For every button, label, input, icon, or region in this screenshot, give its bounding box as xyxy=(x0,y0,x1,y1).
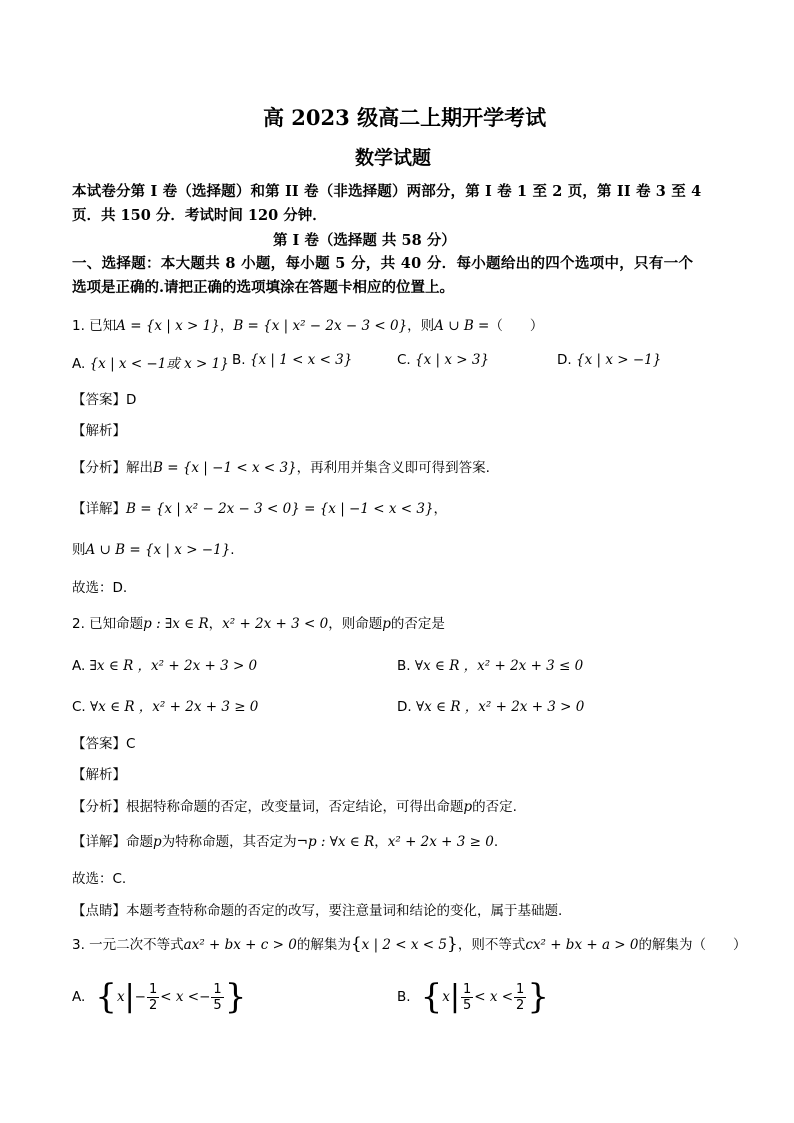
q1-option-a-text: {x | x < −1或 x > 1} xyxy=(89,356,229,372)
q1-union: A ∪ B = xyxy=(434,318,490,334)
q1-option-c xyxy=(397,352,489,368)
vertical-bar-icon: | xyxy=(449,979,460,1014)
q2-detail xyxy=(72,830,498,850)
q1-choose-value: D. xyxy=(112,580,128,596)
q2-option-d-text: ∀x ∈ R ，x² + 2x + 3 > 0 xyxy=(415,699,585,715)
vertical-bar-icon: | xyxy=(124,979,135,1014)
q2-detail-post: . xyxy=(493,834,499,850)
intro-line-2: 页．共 150 分．考试时间 120 分钟． xyxy=(72,207,327,224)
part1-title: 第 I 卷（选择题 共 58 分） xyxy=(273,232,456,249)
q3-option-a-frac2 xyxy=(211,982,223,1013)
minus-sign: − xyxy=(199,989,211,1005)
q3-option-b-label: B. xyxy=(397,989,411,1005)
q2-stem xyxy=(72,612,445,632)
q1-fenxi-post: ，再利用并集含义即可得到答案. xyxy=(296,460,490,476)
q1-answer xyxy=(72,388,136,408)
q1-comma: ， xyxy=(219,318,234,334)
dianjing-label: 【点睛】 xyxy=(72,903,126,919)
choose-label: 故选： xyxy=(72,580,113,596)
q1-set-a: A = {x | x > 1} xyxy=(116,318,220,334)
q2-stem-pre: 2. 已知命题 xyxy=(72,616,144,632)
q1-option-d xyxy=(557,352,661,368)
q3-option-a-label: A. xyxy=(72,989,86,1005)
q1-option-a-label: A. xyxy=(72,356,86,372)
q3-option-b xyxy=(397,974,549,1020)
q3-option-b-mid: < x < xyxy=(474,989,514,1005)
q2-dianjing-text: 本题考查特称命题的否定的改写，要注意量词和结论的变化，属于基础题. xyxy=(126,903,563,919)
q1-detail-post: ， xyxy=(433,501,448,517)
q3-stem-math1: ax² + bx + c > 0 xyxy=(183,937,297,953)
q2-fenxi-post: 的否定. xyxy=(472,799,517,815)
q2-stem-p: p xyxy=(382,616,391,632)
page-title: 高 2023 级高二上期开学考试 xyxy=(263,105,547,130)
q1-fenxi-math: B = {x | −1 < x < 3} xyxy=(153,460,297,476)
frac-denominator: 2 xyxy=(148,997,158,1013)
q1-then xyxy=(72,538,235,558)
frac-numerator: 1 xyxy=(462,981,472,997)
left-brace-icon: { xyxy=(420,977,443,1017)
q2-choose-value: C. xyxy=(112,871,127,887)
q1-choose xyxy=(72,576,127,596)
q2-fenxi-pre: 根据特称命题的否定，改变量词，否定结论，可得出命题 xyxy=(126,799,464,815)
q2-option-d-label: D. xyxy=(397,699,412,715)
q3-option-a xyxy=(72,974,246,1020)
q2-option-a-label: A. xyxy=(72,658,86,674)
q2-answer xyxy=(72,732,135,752)
q1-then-post: . xyxy=(230,542,235,558)
q1-paren: （ ） xyxy=(489,318,544,334)
q1-set-b: B = {x | x² − 2x − 3 < 0} xyxy=(233,318,408,334)
q2-option-c xyxy=(72,695,258,715)
section1-line-1: 一、选择题：本大题共 8 小题，每小题 5 分，共 40 分．每小题给出的四个选项中，只有一个 xyxy=(72,255,694,272)
q2-dianjing xyxy=(72,899,562,919)
q1-fenxi-pre: 解出 xyxy=(126,460,153,476)
q3-stem-pre: 3. 一元二次不等式 xyxy=(72,937,184,953)
minus-sign: − xyxy=(134,989,146,1005)
q3-stem-mid2: ，则不等式 xyxy=(457,937,526,953)
q2-choose xyxy=(72,867,126,887)
q1-then-pre: 则 xyxy=(72,542,86,558)
choose-label: 故选： xyxy=(72,871,113,887)
q3-stem-post: 的解集为（ ） xyxy=(638,937,747,953)
q1-option-a xyxy=(72,352,229,372)
answer-label: 【答案】 xyxy=(72,736,126,752)
q3-option-a-mid: < x < xyxy=(160,989,200,1005)
q3-option-b-frac2 xyxy=(514,982,526,1013)
q1-detail-math: B = {x | x² − 2x − 3 < 0} = {x | −1 < x < 3} xyxy=(126,501,434,517)
fenxi-label: 【分析】 xyxy=(72,460,126,476)
q3-option-a-frac1 xyxy=(147,982,159,1013)
q2-fenxi xyxy=(72,795,517,815)
q2-detail-math2: x² + 2x + 3 ≥ 0 xyxy=(387,834,494,850)
q3-option-b-x: x xyxy=(442,989,450,1005)
q2-option-a-text: ∃x ∈ R ，x² + 2x + 3 > 0 xyxy=(89,658,258,674)
q2-option-b-text: ∀x ∈ R ，x² + 2x + 3 ≤ 0 xyxy=(414,658,584,674)
q2-stem-post1: ，则命题 xyxy=(328,616,383,632)
frac-denominator: 5 xyxy=(462,997,472,1013)
q2-option-d xyxy=(397,695,584,715)
q2-analysis: 【解析】 xyxy=(72,767,126,783)
q3-option-b-frac1 xyxy=(461,982,473,1013)
q3-option-a-x: x xyxy=(116,989,125,1005)
q3-stem-set: {x | 2 < x < 5} xyxy=(350,934,458,954)
q1-option-b-text: {x | 1 < x < 3} xyxy=(249,352,353,368)
q2-stem-math2: x² + 2x + 3 < 0 xyxy=(222,616,329,632)
q2-detail-p: p xyxy=(153,834,162,850)
q2-option-c-label: C. xyxy=(72,699,86,715)
detail-label: 【详解】 xyxy=(72,834,126,850)
q2-detail-comma: ， xyxy=(374,834,388,850)
q1-option-b-label: B. xyxy=(232,352,246,368)
q1-stem-pre: 1. 已知 xyxy=(72,318,117,334)
q3-stem xyxy=(72,933,747,954)
q1-option-c-label: C. xyxy=(397,352,411,368)
q1-option-d-label: D. xyxy=(557,352,572,368)
q1-fenxi xyxy=(72,456,490,476)
q1-option-b xyxy=(232,352,352,368)
q2-option-b xyxy=(397,654,583,674)
q2-answer-value: C xyxy=(126,736,136,752)
detail-label: 【详解】 xyxy=(72,501,126,517)
q2-fenxi-p: p xyxy=(463,799,473,815)
q1-stem-post: ，则 xyxy=(407,318,435,334)
answer-label: 【答案】 xyxy=(72,392,126,408)
section1-line-2: 选项是正确的.请把正确的选项填涂在答题卡相应的位置上。 xyxy=(72,279,455,296)
q1-option-d-text: {x | x > −1} xyxy=(575,352,662,368)
q2-detail-mid: 为特称命题，其否定为 xyxy=(161,834,297,850)
intro-line-1: 本试卷分第 I 卷（选择题）和第 II 卷（非选择题）两部分，第 I 卷 1 至 2 页，第 II 卷 3 至 4 xyxy=(72,183,702,200)
right-brace-icon: } xyxy=(224,977,247,1017)
q3-stem-math2: cx² + bx + a > 0 xyxy=(525,937,639,953)
q2-stem-comma: ， xyxy=(208,616,223,632)
q2-option-b-label: B. xyxy=(397,658,411,674)
q2-stem-post2: 的否定是 xyxy=(390,616,445,632)
q1-analysis: 【解析】 xyxy=(72,423,126,439)
right-brace-icon: } xyxy=(527,977,549,1017)
frac-numerator: 1 xyxy=(148,981,158,997)
frac-denominator: 5 xyxy=(213,997,222,1013)
fenxi-label: 【分析】 xyxy=(72,799,126,815)
q1-option-c-text: {x | x > 3} xyxy=(415,352,490,368)
q1-answer-value: D xyxy=(126,392,137,408)
frac-numerator: 1 xyxy=(516,981,525,997)
q3-stem-set-text: x | 2 < x < 5 xyxy=(361,937,447,953)
q2-detail-pre: 命题 xyxy=(126,834,153,850)
q2-detail-math1: ¬p : ∀x ∈ R xyxy=(296,834,375,850)
page-subtitle: 数学试题 xyxy=(355,147,432,169)
q1-detail xyxy=(72,497,447,517)
q2-option-c-text: ∀x ∈ R ，x² + 2x + 3 ≥ 0 xyxy=(90,699,259,715)
frac-numerator: 1 xyxy=(213,981,222,997)
q3-stem-mid1: 的解集为 xyxy=(296,937,351,953)
q1-stem xyxy=(72,314,543,334)
q1-then-math: A ∪ B = {x | x > −1} xyxy=(85,542,231,558)
q2-option-a xyxy=(72,654,257,674)
left-brace-icon: { xyxy=(95,977,117,1017)
q2-stem-math1: p : ∃x ∈ R xyxy=(143,616,209,632)
frac-denominator: 2 xyxy=(516,997,525,1013)
